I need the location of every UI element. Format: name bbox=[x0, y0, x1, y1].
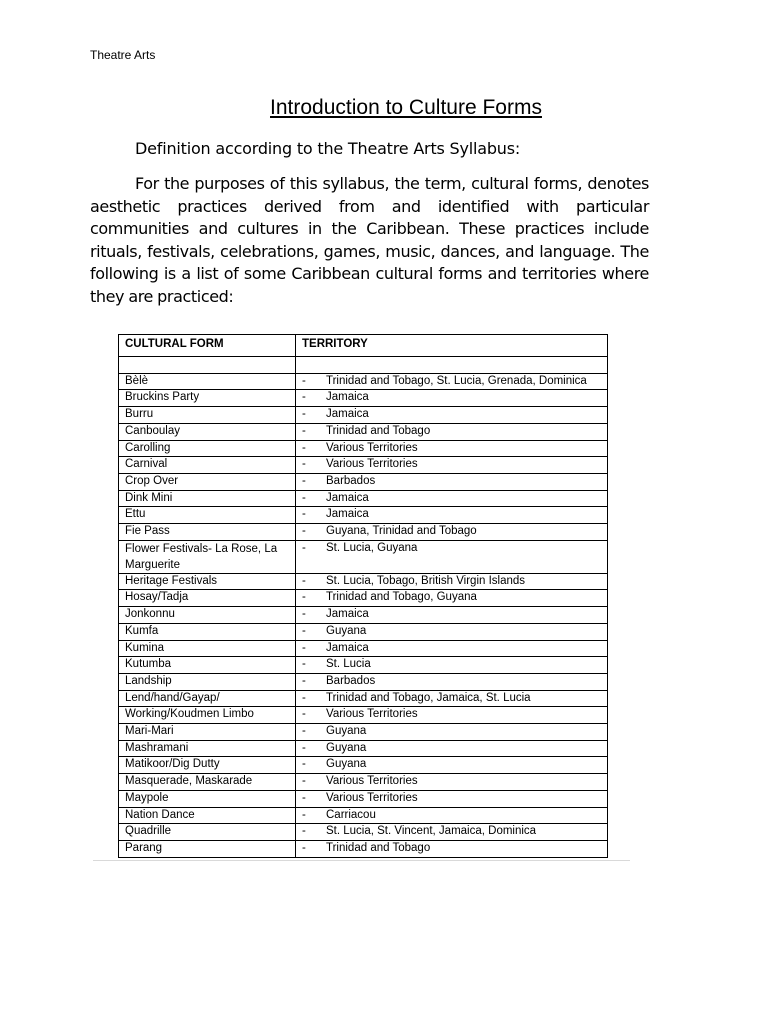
territory-text: St. Lucia bbox=[326, 658, 371, 671]
cell-territory bbox=[296, 440, 608, 457]
separator-dash: - bbox=[302, 691, 306, 704]
separator-dash: - bbox=[302, 758, 306, 771]
cell-cultural-form: Canboulay bbox=[119, 423, 296, 440]
separator-dash: - bbox=[302, 474, 306, 487]
territory-text: Jamaica bbox=[326, 391, 369, 404]
territory-text: Trinidad and Tobago bbox=[326, 841, 431, 854]
cell-cultural-form: Flower Festivals- La Rose, La Marguerite bbox=[119, 540, 296, 573]
cell-territory bbox=[296, 407, 608, 424]
cell-territory bbox=[296, 657, 608, 674]
territory-text: Jamaica bbox=[326, 608, 369, 621]
cell-cultural-form: Mashramani bbox=[119, 740, 296, 757]
territory-text: Guyana bbox=[326, 758, 367, 771]
cell-cultural-form: Jonkonnu bbox=[119, 607, 296, 624]
territory-text: Various Territories bbox=[326, 775, 418, 788]
cell-territory bbox=[296, 490, 608, 507]
table-row bbox=[119, 357, 608, 374]
table-row bbox=[119, 690, 608, 707]
cell-cultural-form: Maypole bbox=[119, 790, 296, 807]
separator-dash: - bbox=[302, 641, 306, 654]
table-row bbox=[119, 790, 608, 807]
separator-dash: - bbox=[302, 458, 306, 471]
definition-heading: Definition according to the Theatre Arts Syllabus: bbox=[135, 139, 521, 158]
territory-text: Jamaica bbox=[326, 491, 369, 504]
table-row bbox=[119, 757, 608, 774]
table-row bbox=[119, 473, 608, 490]
cell-cultural-form: Quadrille bbox=[119, 824, 296, 841]
column-header-cultural-form: CULTURAL FORM bbox=[119, 335, 296, 357]
separator-dash: - bbox=[302, 591, 306, 604]
table-body bbox=[119, 357, 608, 858]
table-header-row bbox=[119, 335, 608, 357]
territory-text: St. Lucia, Guyana bbox=[326, 541, 418, 554]
page-title: Introduction to Culture Forms bbox=[270, 96, 542, 119]
territory-text: Barbados bbox=[326, 474, 376, 487]
separator-dash: - bbox=[302, 725, 306, 738]
territory-text: Jamaica bbox=[326, 641, 369, 654]
separator-dash: - bbox=[302, 608, 306, 621]
cell-territory bbox=[296, 790, 608, 807]
territory-text: Various Territories bbox=[326, 791, 418, 804]
separator-dash: - bbox=[302, 441, 306, 454]
separator-dash: - bbox=[302, 541, 306, 554]
cell-cultural-form: Parang bbox=[119, 840, 296, 857]
cell-cultural-form: Ettu bbox=[119, 507, 296, 524]
territory-text: Jamaica bbox=[326, 508, 369, 521]
separator-dash: - bbox=[302, 841, 306, 854]
cell-territory bbox=[296, 390, 608, 407]
cell-cultural-form: Crop Over bbox=[119, 473, 296, 490]
cell-cultural-form: Bèlè bbox=[119, 373, 296, 390]
table-row bbox=[119, 407, 608, 424]
table-row bbox=[119, 373, 608, 390]
table-row bbox=[119, 724, 608, 741]
cell-territory bbox=[296, 457, 608, 474]
cell-territory bbox=[296, 590, 608, 607]
cell-territory bbox=[296, 507, 608, 524]
cell-cultural-form: Fie Pass bbox=[119, 524, 296, 541]
cell-territory bbox=[296, 824, 608, 841]
table-row bbox=[119, 740, 608, 757]
territory-text: Barbados bbox=[326, 674, 376, 687]
separator-dash: - bbox=[302, 674, 306, 687]
table-row bbox=[119, 457, 608, 474]
separator-dash: - bbox=[302, 808, 306, 821]
separator-dash: - bbox=[302, 624, 306, 637]
cell-territory bbox=[296, 740, 608, 757]
cell-territory bbox=[296, 724, 608, 741]
cell-territory bbox=[296, 373, 608, 390]
territory-text: Trinidad and Tobago, St. Lucia, Grenada, Dominica bbox=[326, 374, 587, 387]
territory-text: Jamaica bbox=[326, 408, 369, 421]
cell-territory bbox=[296, 573, 608, 590]
table-row bbox=[119, 673, 608, 690]
footer-rule bbox=[93, 860, 630, 861]
territory-text: St. Lucia, Tobago, British Virgin Islands bbox=[326, 574, 526, 587]
territory-text: Various Territories bbox=[326, 458, 418, 471]
cell-cultural-form: Nation Dance bbox=[119, 807, 296, 824]
table-row bbox=[119, 507, 608, 524]
cell-territory bbox=[296, 357, 608, 374]
running-header: Theatre Arts bbox=[90, 48, 156, 62]
cell-territory bbox=[296, 757, 608, 774]
table-row bbox=[119, 573, 608, 590]
table-row bbox=[119, 774, 608, 791]
territory-text: Guyana bbox=[326, 741, 367, 754]
separator-dash: - bbox=[302, 741, 306, 754]
separator-dash: - bbox=[302, 525, 306, 538]
separator-dash: - bbox=[302, 658, 306, 671]
table-row bbox=[119, 657, 608, 674]
separator-dash: - bbox=[302, 408, 306, 421]
table-row bbox=[119, 607, 608, 624]
table-row bbox=[119, 524, 608, 541]
cell-cultural-form: Matikoor/Dig Dutty bbox=[119, 757, 296, 774]
separator-dash: - bbox=[302, 374, 306, 387]
cell-territory bbox=[296, 840, 608, 857]
table-row bbox=[119, 590, 608, 607]
cell-cultural-form: Bruckins Party bbox=[119, 390, 296, 407]
separator-dash: - bbox=[302, 708, 306, 721]
cell-cultural-form: Carolling bbox=[119, 440, 296, 457]
cell-territory bbox=[296, 673, 608, 690]
territory-text: St. Lucia, St. Vincent, Jamaica, Dominica bbox=[326, 825, 537, 838]
cell-territory bbox=[296, 774, 608, 791]
territory-text: Various Territories bbox=[326, 708, 418, 721]
separator-dash: - bbox=[302, 574, 306, 587]
table-row bbox=[119, 390, 608, 407]
cultural-forms-table bbox=[118, 334, 608, 858]
cell-cultural-form bbox=[119, 357, 296, 374]
intro-paragraph: For the purposes of this syllabus, the term, cultural forms, denotes aesthetic practices derived from and identified with particular communities and cultures in the Caribbean. These practices include rituals, festivals, celebrations, games, music, dances, and language. The following is a list of some Caribbean cultural forms and territories where they are practiced: bbox=[90, 174, 649, 306]
cell-cultural-form: Kumina bbox=[119, 640, 296, 657]
table-row bbox=[119, 707, 608, 724]
table-row bbox=[119, 840, 608, 857]
cell-territory bbox=[296, 540, 608, 573]
territory-text: Guyana, Trinidad and Tobago bbox=[326, 525, 477, 538]
cell-cultural-form: Mari-Mari bbox=[119, 724, 296, 741]
cell-territory bbox=[296, 640, 608, 657]
cell-territory bbox=[296, 807, 608, 824]
cell-cultural-form: Working/Koudmen Limbo bbox=[119, 707, 296, 724]
territory-text: Trinidad and Tobago bbox=[326, 424, 431, 437]
separator-dash: - bbox=[302, 775, 306, 788]
table-row bbox=[119, 490, 608, 507]
cell-cultural-form: Masquerade, Maskarade bbox=[119, 774, 296, 791]
table-row bbox=[119, 423, 608, 440]
territory-text: Trinidad and Tobago, Guyana bbox=[326, 591, 477, 604]
separator-dash: - bbox=[302, 424, 306, 437]
cell-cultural-form: Burru bbox=[119, 407, 296, 424]
cell-cultural-form: Kumfa bbox=[119, 623, 296, 640]
column-header-territory: TERRITORY bbox=[296, 335, 608, 357]
separator-dash: - bbox=[302, 825, 306, 838]
table-row bbox=[119, 807, 608, 824]
cell-territory bbox=[296, 473, 608, 490]
table-row bbox=[119, 640, 608, 657]
separator-dash: - bbox=[302, 391, 306, 404]
table-row bbox=[119, 623, 608, 640]
cell-territory bbox=[296, 690, 608, 707]
cell-territory bbox=[296, 524, 608, 541]
separator-dash: - bbox=[302, 791, 306, 804]
cell-cultural-form: Dink Mini bbox=[119, 490, 296, 507]
cell-cultural-form: Kutumba bbox=[119, 657, 296, 674]
territory-text: Various Territories bbox=[326, 441, 418, 454]
table-row bbox=[119, 540, 608, 573]
territory-text: Trinidad and Tobago, Jamaica, St. Lucia bbox=[326, 691, 531, 704]
cell-territory bbox=[296, 707, 608, 724]
territory-text: Guyana bbox=[326, 725, 367, 738]
cell-cultural-form: Lend/hand/Gayap/ bbox=[119, 690, 296, 707]
cell-cultural-form: Hosay/Tadja bbox=[119, 590, 296, 607]
cell-cultural-form: Landship bbox=[119, 673, 296, 690]
cell-territory bbox=[296, 623, 608, 640]
table-row bbox=[119, 824, 608, 841]
territory-text: Guyana bbox=[326, 624, 367, 637]
cell-territory bbox=[296, 423, 608, 440]
cell-cultural-form: Heritage Festivals bbox=[119, 573, 296, 590]
territory-text: Carriacou bbox=[326, 808, 376, 821]
separator-dash: - bbox=[302, 491, 306, 504]
table-row bbox=[119, 440, 608, 457]
cell-cultural-form: Carnival bbox=[119, 457, 296, 474]
separator-dash: - bbox=[302, 508, 306, 521]
cell-territory bbox=[296, 607, 608, 624]
